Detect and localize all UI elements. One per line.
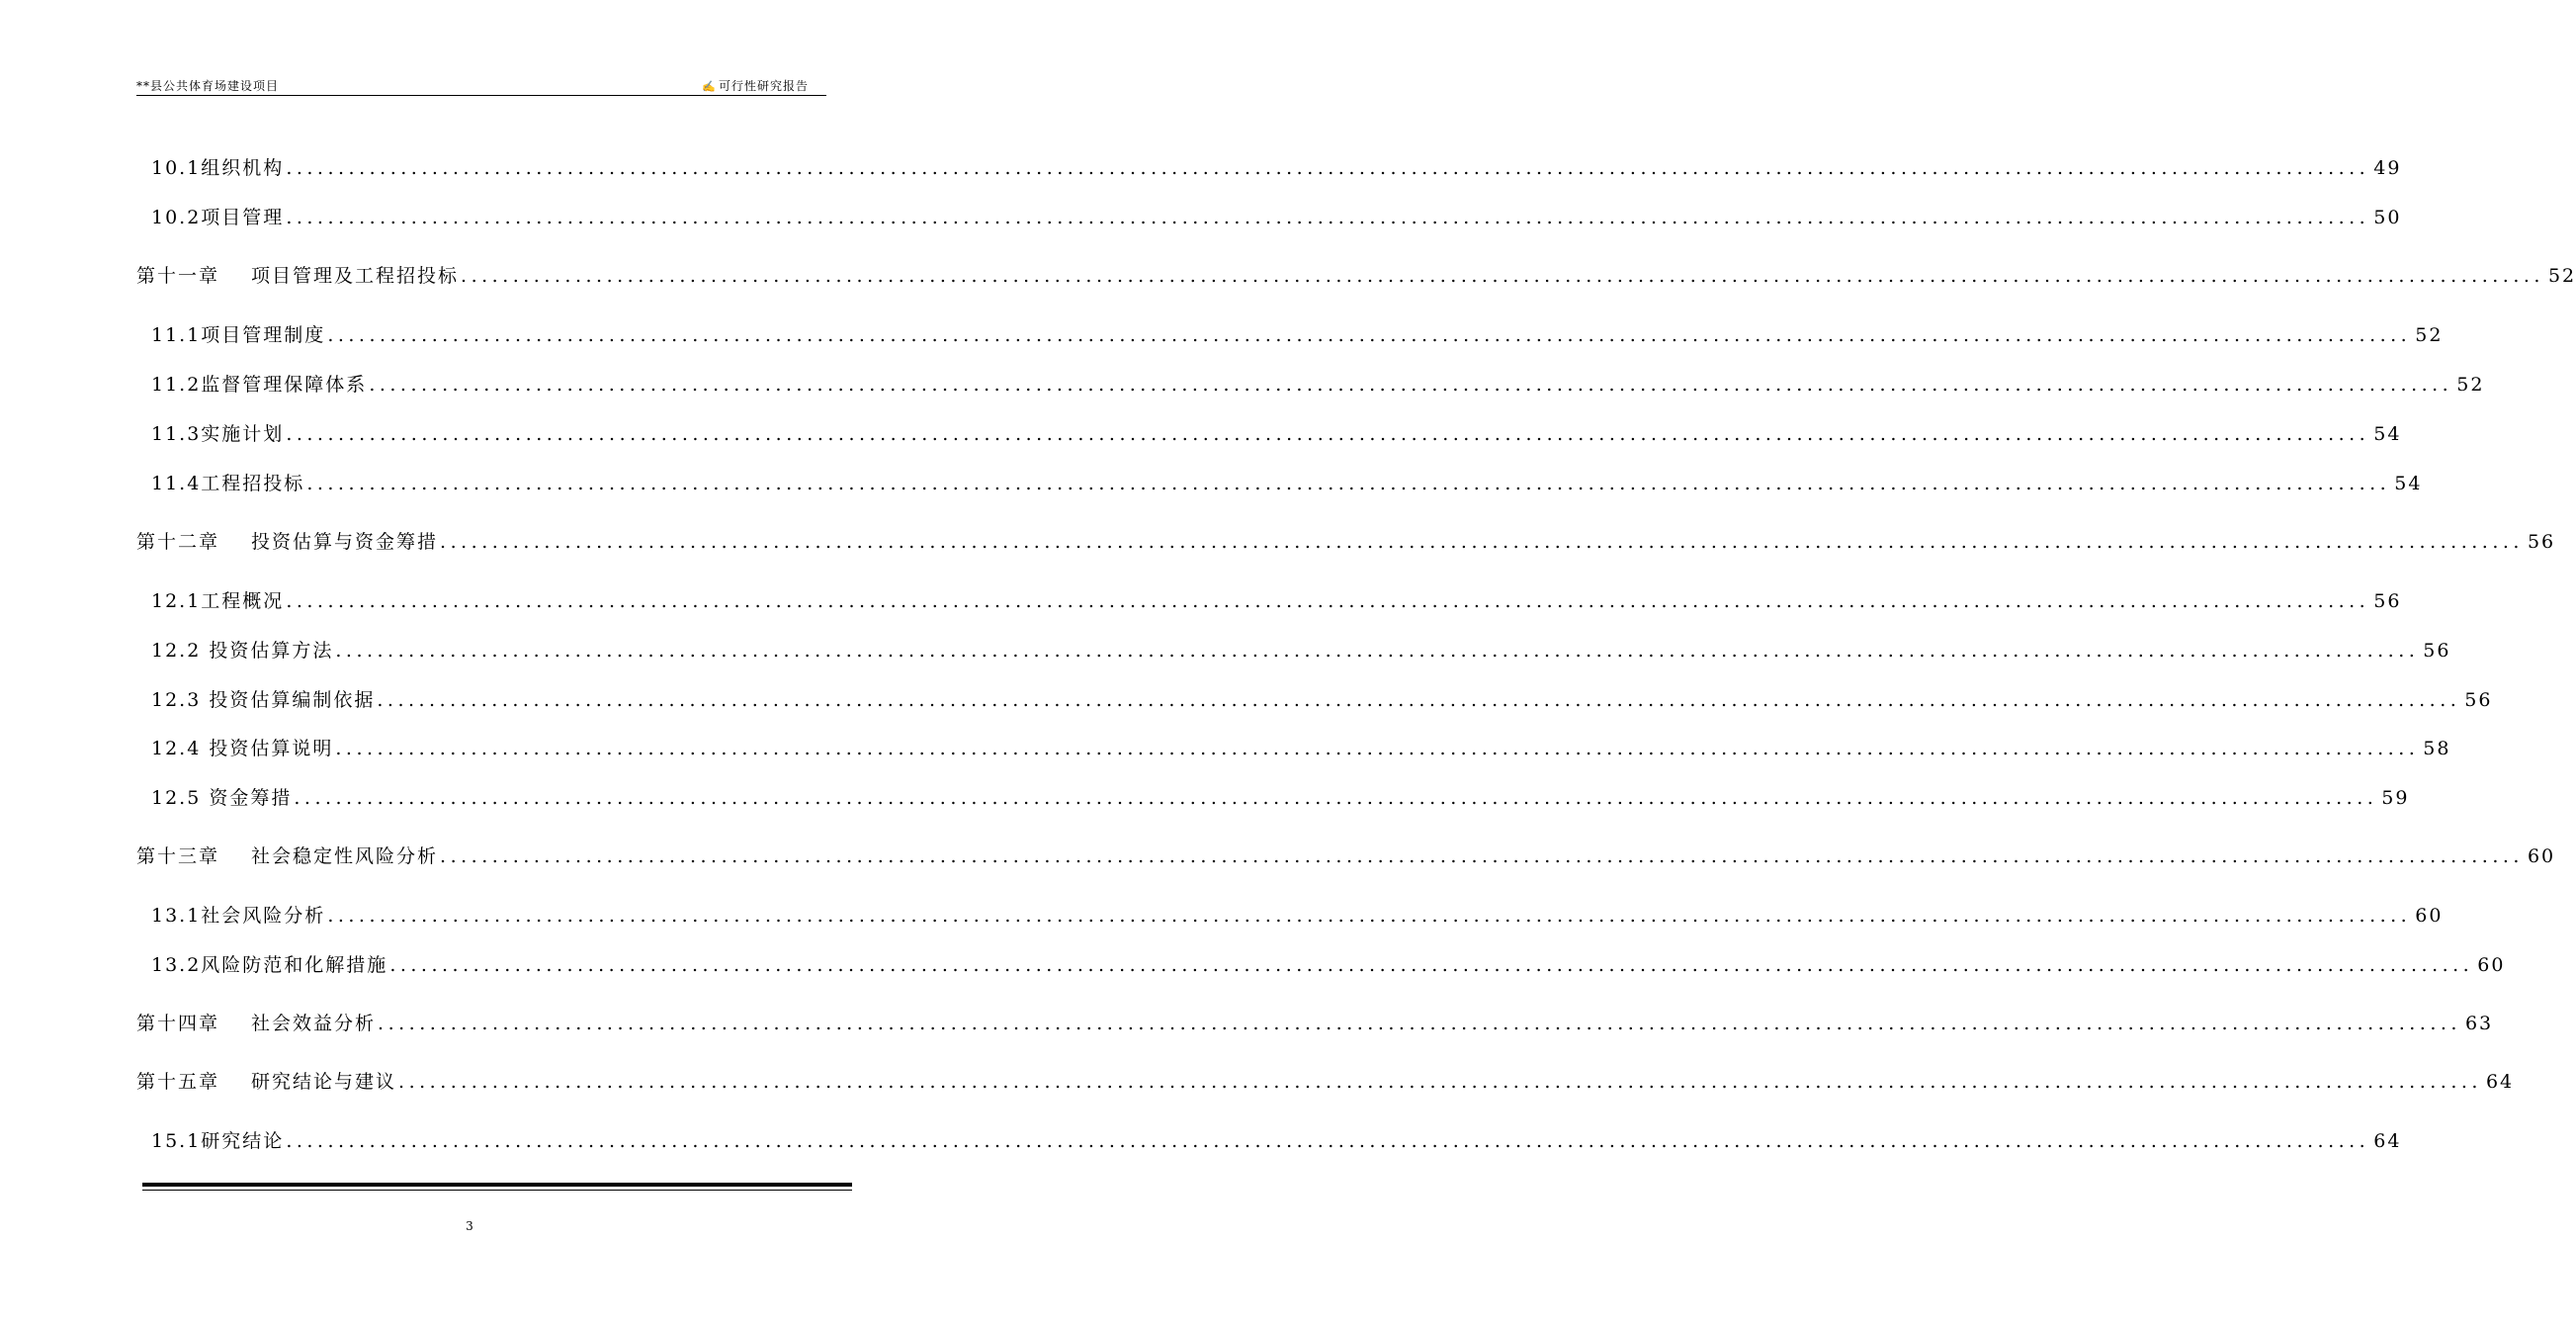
toc-entry[interactable] [136,842,2556,871]
toc-entry-page: 54 [2394,473,2423,494]
toc-leader-dots: ........................................................................................................................................................................................................ [398,1071,2482,1093]
header-project-name: **县公共体育场建设项目 [136,79,280,93]
toc-entry-page: 64 [2373,1130,2402,1152]
toc-entry[interactable] [136,1009,2494,1038]
toc-leader-dots: ........................................................................................................................................................................................................ [327,324,2412,346]
header-report-type [702,77,809,96]
toc-entry-title: 11.3实施计划 [151,423,285,445]
toc-entry-subtitle: 社会稳定性风险分析 [251,845,439,867]
toc-entry-page: 56 [2373,590,2402,612]
toc-entry-subtitle: 项目管理及工程招投标 [251,265,460,287]
toc-entry-page: 56 [2527,531,2556,553]
page-number: 3 [466,1219,473,1233]
toc-entry-title: 12.3 投资估算编制依据 [151,689,376,711]
header-report-label: 可行性研究报告 [718,79,809,93]
toc-entry-page: 50 [2373,207,2402,228]
toc-entry-page: 63 [2464,1013,2494,1034]
toc-entry-page: 64 [2485,1071,2515,1093]
toc-entry-title: 10.1组织机构 [151,157,285,179]
toc-entry-title: 第十二章 投资估算与资金筹措 [136,531,439,553]
toc-entry-title: 12.4 投资估算说明 [151,738,334,759]
toc-entry[interactable] [151,685,2493,715]
toc-entry[interactable] [151,586,2402,616]
toc-entry-title: 第十三章 社会稳定性风险分析 [136,845,439,867]
toc-leader-dots: ........................................................................................................................................................................................................ [335,640,2420,662]
toc-entry-title: 12.1工程概况 [151,590,285,612]
toc-entry-title: 12.2 投资估算方法 [151,640,334,662]
toc-entry-subtitle: 社会效益分析 [251,1013,377,1034]
toc-entry-title: 15.1研究结论 [151,1130,285,1152]
toc-entry-page: 60 [2415,905,2444,927]
toc-entry[interactable] [136,261,2576,291]
toc-entry[interactable] [151,950,2506,980]
toc-entry-page: 60 [2477,954,2506,976]
toc-entry-page: 52 [2547,265,2576,287]
toc-entry-page: 52 [2456,374,2485,396]
toc-leader-dots: ........................................................................................................................................................................................................ [440,531,2524,553]
toc-entry-title: 11.1项目管理制度 [151,324,326,346]
toc-leader-dots: ........................................................................................................................................................................................................ [294,787,2378,809]
toc-entry[interactable] [136,527,2556,557]
toc-leader-dots: ........................................................................................................................................................................................................ [286,157,2370,179]
page-header [136,77,826,96]
toc-entry-page: 49 [2373,157,2402,179]
pen-icon: ✍ [702,80,717,93]
toc-entry[interactable] [151,636,2451,665]
toc-leader-dots: ........................................................................................................................................................................................................ [286,423,2370,445]
toc-entry-page: 59 [2381,787,2410,809]
toc-entry-title: 第十四章 社会效益分析 [136,1013,377,1034]
toc-entry[interactable] [151,320,2444,350]
toc-entry-page: 52 [2415,324,2444,346]
footer-rule-thick [142,1183,852,1187]
toc-entry-title: 12.5 资金筹措 [151,787,293,809]
toc-entry[interactable] [151,1126,2402,1156]
toc-entry-subtitle: 投资估算与资金筹措 [251,531,439,553]
toc-entry[interactable] [151,153,2402,183]
toc-entry-page: 56 [2423,640,2451,662]
toc-entry-title: 第十五章 研究结论与建议 [136,1071,397,1093]
toc-leader-dots: ........................................................................................................................................................................................................ [377,689,2461,711]
toc-entry-title: 11.4工程招投标 [151,473,305,494]
toc-entry[interactable] [151,783,2410,813]
toc-entry[interactable] [136,1067,2515,1097]
toc-entry[interactable] [151,469,2423,498]
toc-entry[interactable] [151,419,2402,449]
toc-leader-dots: ........................................................................................................................................................................................................ [440,845,2524,867]
toc-entry[interactable] [151,901,2444,930]
toc-leader-dots: ........................................................................................................................................................................................................ [286,590,2370,612]
toc-leader-dots: ........................................................................................................................................................................................................ [286,1130,2370,1152]
toc-entry-page: 56 [2464,689,2493,711]
toc-entry-title: 13.1社会风险分析 [151,905,326,927]
toc-entry-title: 13.2风险防范和化解措施 [151,954,388,976]
toc-leader-dots: ........................................................................................................................................................................................................ [327,905,2412,927]
toc-entry[interactable] [151,370,2485,399]
toc-entry-title: 第十一章 项目管理及工程招投标 [136,265,460,287]
toc-leader-dots: ........................................................................................................................................................................................................ [369,374,2453,396]
footer-rule-thin [142,1190,852,1191]
toc-entry-page: 54 [2373,423,2402,445]
toc-entry-title: 10.2项目管理 [151,207,285,228]
toc-entry[interactable] [151,203,2402,232]
toc-leader-dots: ........................................................................................................................................................................................................ [389,954,2474,976]
toc-leader-dots: ........................................................................................................................................................................................................ [306,473,2391,494]
toc-entry[interactable] [151,734,2451,763]
toc-leader-dots: ........................................................................................................................................................................................................ [335,738,2420,759]
toc-leader-dots: ........................................................................................................................................................................................................ [286,207,2370,228]
toc-leader-dots: ........................................................................................................................................................................................................ [378,1013,2461,1034]
toc-entry-page: 60 [2527,845,2556,867]
toc-entry-subtitle: 研究结论与建议 [251,1071,397,1093]
toc-entry-page: 58 [2423,738,2451,759]
toc-entry-title: 11.2监督管理保障体系 [151,374,368,396]
toc-leader-dots: ........................................................................................................................................................................................................ [461,265,2544,287]
